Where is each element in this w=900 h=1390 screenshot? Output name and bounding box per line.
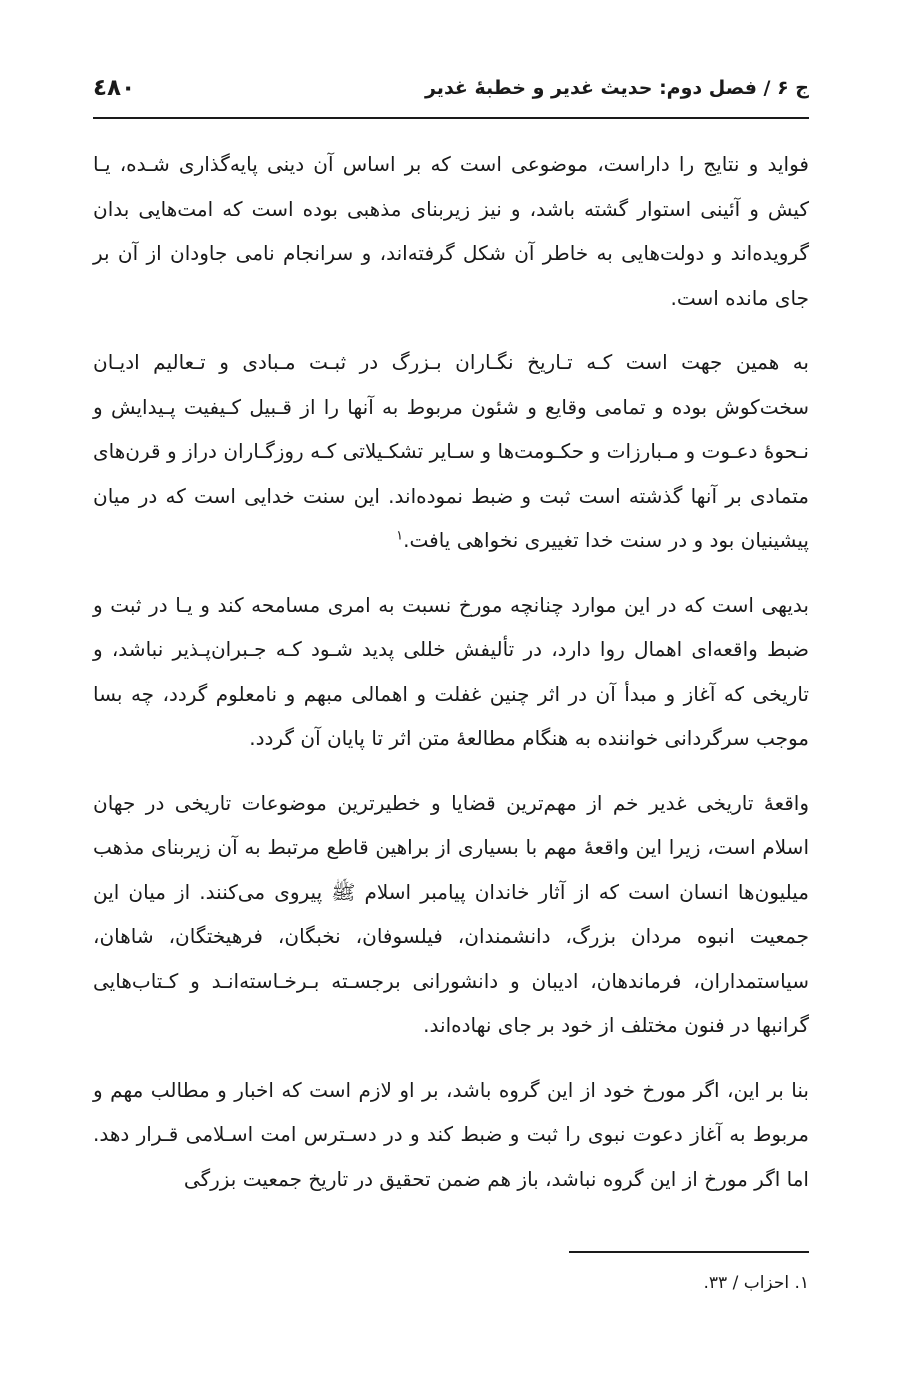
footnote: ١. احزاب / ٣٣. [703, 1273, 809, 1293]
footnote-divider [569, 1251, 809, 1253]
paragraph-3: بدیهی است که در این موارد چنانچه مورخ نسبت به امری مسامحه کند و یـا در ثبت و ضبط واقعه‌ای اهمال روا دارد، در تألیفش خللی پدید شـود کـه جـبران‌پـذیر نباشد، و تاریخی که آغاز و مبدأ آن در اثر چنین غفلت و اهمالی مبهم و نامعلوم گردد، چه بسا موجب سرگردانی خواننده به هنگام مطالعهٔ متن اثر تا پایان آن گردد. [93, 592, 809, 750]
page-number: ٤٨٠ [93, 75, 136, 101]
header-divider [93, 117, 809, 119]
paragraph-2-text: به همین جهت است کـه تـاریخ نگـاران بـزرگ در ثبـت مـبادی و تـعالیم ادیـان سخت‌کوش بوده و تمامی وقایع و شئون مربوط به آنها را از قـبیل کـیفیت پـیدایش و نـحوهٔ دعـوت و مـبارزات و حکـومت‌ها و سـایر تشکـیلاتی کـه روزگـاران دراز و قرن‌های متمادی بر آنها گذشته است ثبت و ضبط نموده‌اند. این سنت خدایی است که در میان پیشینیان بود و در سنت خدا تغییری نخواهی یافت. [93, 350, 809, 552]
running-title: ج ۶ / فصل دوم: حدیث غدیر و خطبهٔ غدیر [424, 77, 809, 99]
page-header [93, 68, 809, 108]
book-page [93, 0, 809, 1390]
paragraph-4: واقعهٔ تاریخی غدیر خم از مهم‌ترین قضایا و خطیرترین موضوعات تاریخی در جهان اسلام است، زیرا این واقعهٔ مهم با بسیاری از براهین قاطع مرتبط به آن زیربنای مذهب میلیون‌ها انسان است که از آثار خاندان پیامبر اسلام ﷺ پیروی می‌کنند. از میان این جمعیت انبوه مردان بزرگ، دانشمندان، فیلسوفان، نخبگان، فرهیختگان، شاهان، سیاستمداران، فرماندهان، ادیبان و دانشورانی برجسـته بـرخـاسته‌انـد و کـتاب‌هایی گرانبها در فنون مختلف از خود بر جای نهاده‌اند. [93, 790, 809, 1037]
paragraph-1: فواید و نتایج را داراست، موضوعی است که بر اساس آن دینی پایه‌گذاری شـده، یـا کیش و آئینی استوار گشته باشد، و نیز زیربنای مذهبی بوده است که امت‌هایی بدان گرویده‌اند و دولت‌هایی به خاطر آن شکل گرفته‌اند، و سرانجام نامی جاودان از آن بر جای مانده است. [93, 152, 809, 310]
body-text [93, 142, 809, 1221]
paragraph-2 [93, 340, 809, 563]
footnote-reference[interactable]: ١ [396, 528, 404, 544]
paragraph-5: بنا بر این، اگر مورخ خود از این گروه باشد، بر او لازم است که اخبار و مطالب مهم و مربوط به آغاز دعوت نبوی را ثبت و ضبط کند و در دسـترس امت اسـلامی قـرار دهد. اما اگر مورخ از این گروه نباشد، باز هم ضمن تحقیق در تاریخ جمعیت بزرگی [93, 1077, 809, 1191]
